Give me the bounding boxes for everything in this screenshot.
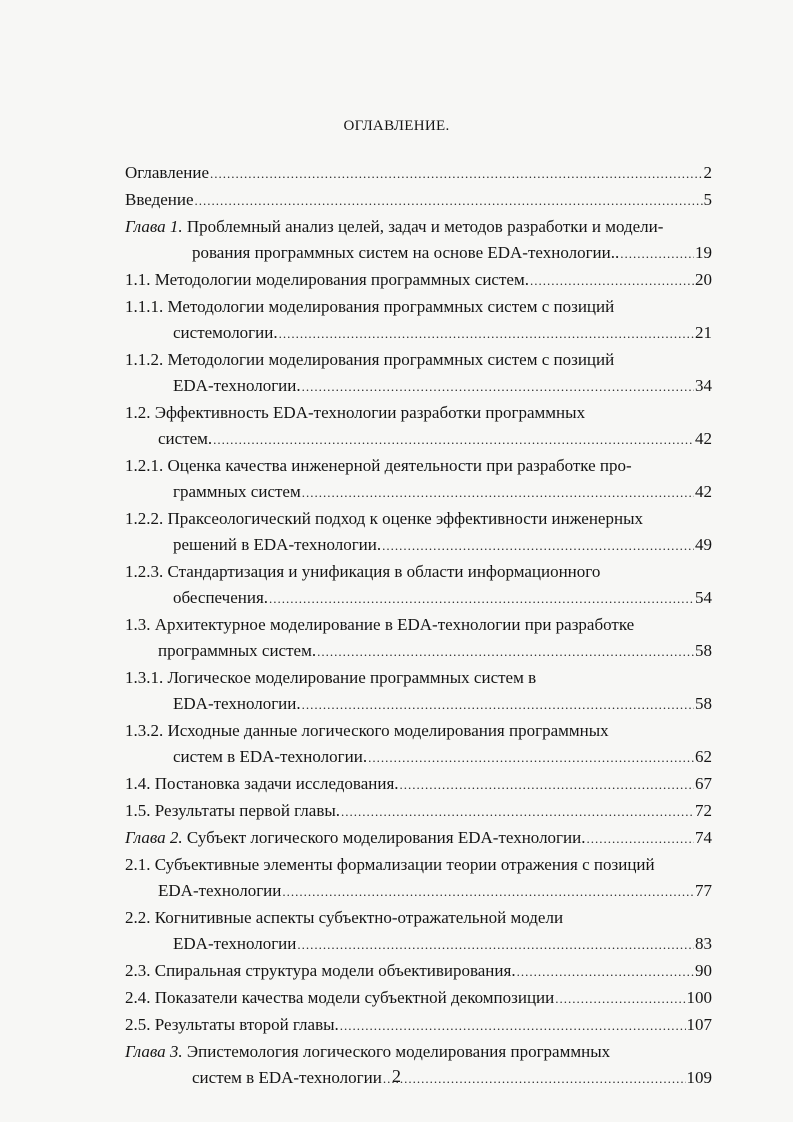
toc-entry-text: 1.5. Результаты первой главы. <box>125 801 341 820</box>
toc-page-number: 107 <box>686 1015 712 1034</box>
toc-page-number: 83 <box>695 934 712 953</box>
toc-entry-continuation: систем в EDA-технологии <box>192 1068 382 1087</box>
leader-dots <box>302 480 694 506</box>
toc-entry[interactable] <box>125 852 712 905</box>
leader-dots <box>302 692 694 718</box>
leader-dots <box>382 533 694 559</box>
toc-entry-text: 1.3.1. Логическое моделирование программных систем в <box>125 668 537 687</box>
toc-page-number: 34 <box>695 376 712 395</box>
toc-page-number: 74 <box>695 828 712 847</box>
toc-entry[interactable] <box>125 665 712 718</box>
toc-page-number: 90 <box>695 961 712 980</box>
toc-entry-chapter[interactable] <box>125 825 712 852</box>
toc-entry-continuation: систем. <box>158 429 213 448</box>
leader-dots <box>279 321 694 347</box>
toc-entry-text: Субъект логического моделирования EDA-технологии. <box>182 828 586 847</box>
toc-page-number: 67 <box>695 774 712 793</box>
toc-entry[interactable] <box>125 506 712 559</box>
toc-entry-text: 1.2. Эффективность EDA-технологии разработки программных <box>125 403 586 422</box>
leader-dots <box>340 1013 686 1039</box>
toc-entry-continuation: EDA-технологии. <box>173 376 301 395</box>
toc-entry-text: 1.1.1. Методологии моделирования программных систем с позиций <box>125 297 615 316</box>
toc-entry-text: Оглавление <box>125 163 209 182</box>
toc-entry[interactable] <box>125 453 712 506</box>
toc-entry[interactable] <box>125 771 712 798</box>
page-number: 2 <box>392 1066 401 1086</box>
chapter-label: Глава 1. <box>125 217 183 236</box>
toc-entry-continuation: решений в EDA-технологии. <box>173 535 382 554</box>
toc-entry-text: Эпистемология логического моделирования программных <box>182 1042 611 1061</box>
toc-entry[interactable] <box>125 958 712 985</box>
toc-entry-continuation: EDA-технологии <box>158 881 282 900</box>
leader-dots <box>530 268 694 294</box>
toc-page-number: 49 <box>695 535 712 554</box>
toc-page-number: 109 <box>686 1068 712 1087</box>
page-title: ОГЛАВЛЕНИЕ. <box>343 118 450 134</box>
toc-page-number: 2 <box>703 163 712 182</box>
toc-page-number: 62 <box>695 747 712 766</box>
toc-entry[interactable] <box>125 347 712 400</box>
toc-page-number: 42 <box>695 429 712 448</box>
toc-entry-text: 1.1.2. Методологии моделирования программных систем с позиций <box>125 350 615 369</box>
leader-dots <box>341 799 694 825</box>
toc-page-number: 5 <box>703 190 712 209</box>
toc-entry-continuation: системологии. <box>173 323 278 342</box>
table-of-contents <box>125 160 712 1092</box>
toc-page-number: 54 <box>695 588 712 607</box>
toc-page-number: 100 <box>686 988 712 1007</box>
leader-dots <box>555 986 685 1012</box>
toc-entry[interactable] <box>125 267 712 294</box>
toc-entry-continuation: программных систем. <box>158 641 317 660</box>
leader-dots <box>297 932 694 958</box>
toc-entry-text: 1.2.2. Праксеологический подход к оценке эффективности инженерных <box>125 509 643 528</box>
toc-entry-text: 1.3.2. Исходные данные логического моделирования программных <box>125 721 609 740</box>
leader-dots <box>586 826 694 852</box>
toc-entry[interactable] <box>125 400 712 453</box>
toc-entry-text: 1.4. Постановка задачи исследования. <box>125 774 399 793</box>
leader-dots <box>302 374 694 400</box>
toc-entry[interactable] <box>125 160 712 187</box>
toc-entry-continuation: EDA-технологии. <box>173 694 301 713</box>
leader-dots <box>400 772 694 798</box>
toc-entry-continuation: EDA-технологии <box>173 934 297 953</box>
toc-page-number: 19 <box>695 243 712 262</box>
toc-entry-continuation: систем в EDA-технологии. <box>173 747 368 766</box>
toc-page-number: 58 <box>695 641 712 660</box>
toc-entry-text: Введение <box>125 190 194 209</box>
toc-entry-text: 2.1. Субъективные элементы формализации теории отражения с позиций <box>125 855 655 874</box>
toc-page-number: 20 <box>695 270 712 289</box>
toc-entry[interactable] <box>125 798 712 825</box>
chapter-label: Глава 3. <box>125 1042 183 1061</box>
toc-entry-text: 1.3. Архитектурное моделирование в EDA-технологии при разработке <box>125 615 635 634</box>
toc-page-number: 21 <box>695 323 712 342</box>
toc-entry-text: 2.2. Когнитивные аспекты субъектно-отражательной модели <box>125 908 564 927</box>
toc-entry-chapter[interactable] <box>125 214 712 267</box>
leader-dots <box>213 427 694 453</box>
toc-entry-text: 2.5. Результаты второй главы. <box>125 1015 339 1034</box>
toc-entry[interactable] <box>125 985 712 1012</box>
toc-entry[interactable] <box>125 559 712 612</box>
toc-entry-text: Проблемный анализ целей, задач и методов разработки и модели- <box>182 217 664 236</box>
toc-entry[interactable] <box>125 905 712 958</box>
leader-dots <box>517 959 694 985</box>
toc-entry[interactable] <box>125 718 712 771</box>
toc-entry-text: 2.3. Спиральная структура модели объективирования. <box>125 961 516 980</box>
toc-page-number: 77 <box>695 881 712 900</box>
leader-dots <box>210 161 703 187</box>
toc-entry-text: 1.2.3. Стандартизация и унификация в области информационного <box>125 562 601 581</box>
toc-entry-text: 1.2.1. Оценка качества инженерной деятельности при разработке про- <box>125 456 632 475</box>
toc-entry[interactable] <box>125 294 712 347</box>
leader-dots <box>195 188 703 214</box>
toc-page-number: 72 <box>695 801 712 820</box>
toc-entry[interactable] <box>125 1012 712 1039</box>
leader-dots <box>620 241 694 267</box>
leader-dots <box>368 745 694 771</box>
toc-entry-text: 1.1. Методологии моделирования программных систем. <box>125 270 529 289</box>
toc-entry-continuation: обеспечения. <box>173 588 269 607</box>
leader-dots <box>282 879 694 905</box>
toc-entry[interactable] <box>125 612 712 665</box>
leader-dots <box>317 639 694 665</box>
toc-entry-continuation: рования программных систем на основе EDA-технологии.. <box>192 243 620 262</box>
toc-entry-continuation: граммных систем <box>173 482 301 501</box>
leader-dots <box>269 586 694 612</box>
chapter-label: Глава 2. <box>125 828 183 847</box>
toc-page-number: 58 <box>695 694 712 713</box>
toc-page-number: 42 <box>695 482 712 501</box>
toc-entry[interactable] <box>125 187 712 214</box>
toc-entry-text: 2.4. Показатели качества модели субъектной декомпозиции <box>125 988 555 1007</box>
